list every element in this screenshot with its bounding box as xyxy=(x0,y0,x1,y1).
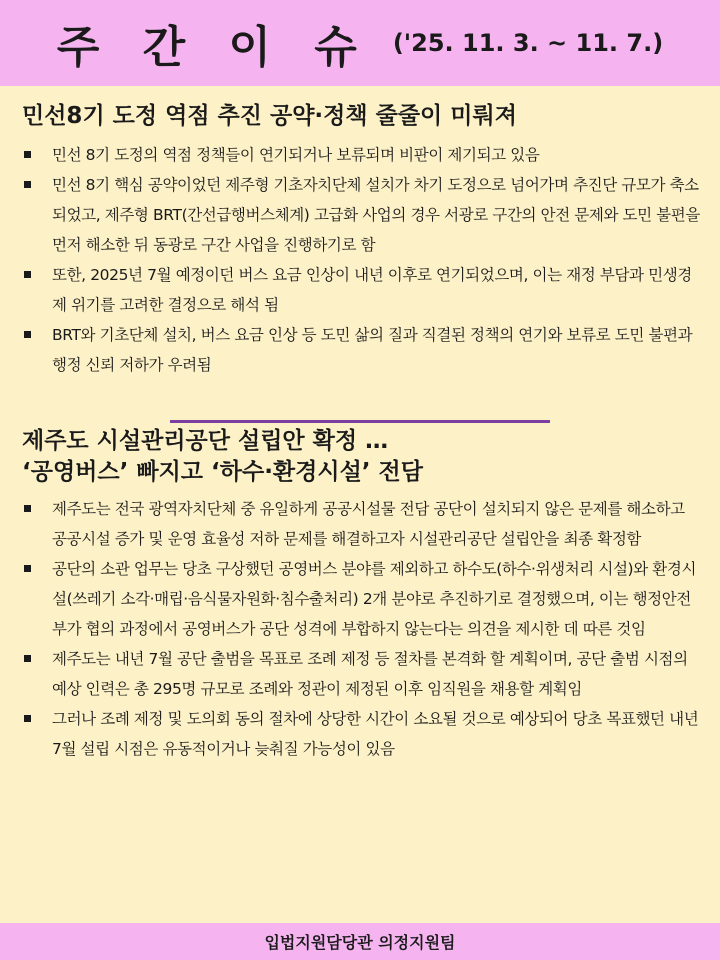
list-item xyxy=(0,140,720,170)
bullet-text: 민선 8기 핵심 공약이었던 제주형 기초자치단체 설치가 차기 도정으로 넘어가며 추진단 규모가 축소되었고, 제주형 BRT(간선급행버스체계) 고급화 사업의 경우 서광로 구간의 안전 문제와 도민 불편을 먼저 해소한 뒤 동광로 구간 사업을 진행하기로 함 xyxy=(52,176,700,254)
page-title: 주 간 이 슈 xyxy=(56,22,371,73)
footer-banner xyxy=(0,923,720,960)
bullet-icon xyxy=(24,271,31,278)
list-item xyxy=(0,320,720,380)
section2-title xyxy=(0,426,720,488)
bullet-icon xyxy=(24,151,31,158)
list-item xyxy=(0,260,720,320)
bullet-text: 또한, 2025년 7월 예정이던 버스 요금 인상이 내년 이후로 연기되었으며, 이는 재정 부담과 민생경제 위기를 고려한 결정으로 해석 됨 xyxy=(52,266,692,314)
bullet-text: 제주도는 내년 7월 공단 출범을 목표로 조례 제정 등 절차를 본격화 할 계획이며, 공단 출범 시점의 예상 인력은 총 295명 규모로 조례와 정관이 제정된 이후 임직원을 채용할 계획임 xyxy=(52,650,688,698)
bullet-icon xyxy=(24,505,31,512)
bullet-icon xyxy=(24,565,31,572)
section2-title-line2: ‘공영버스’ 빠지고 ‘하수·환경시설’ 전담 xyxy=(22,459,423,485)
list-item xyxy=(0,704,720,764)
footer-department: 입법지원담당관 의정지원팀 xyxy=(264,933,456,952)
list-item xyxy=(0,554,720,644)
bullet-text: 공단의 소관 업무는 당초 구상했던 공영버스 분야를 제외하고 하수도(하수·위생처리 시설)와 환경시설(쓰레기 소각·매립·음식물자원화·침수출처리) 2개 분야로 추진하기로 결정했으며, 이는 행정안전부가 협의 과정에서 공영버스가 공단 성격에 부합하지 않는다는 의견을 제시한 데 따른 것임 xyxy=(52,560,697,638)
list-item xyxy=(0,644,720,704)
list-item xyxy=(0,170,720,260)
bullet-text: 제주도는 전국 광역자치단체 중 유일하게 공공시설물 전담 공단이 설치되지 않은 문제를 해소하고 공공시설 증가 및 운영 효율성 저하 문제를 해결하고자 시설관리공단 설립안을 최종 확정함 xyxy=(52,500,685,548)
bullet-icon xyxy=(24,331,31,338)
bullet-icon xyxy=(24,181,31,188)
bullet-icon xyxy=(24,655,31,662)
main-content xyxy=(0,86,720,764)
bullet-icon xyxy=(24,715,31,722)
section1-title: 민선8기 도정 역점 추진 공약·정책 줄줄이 미뤄져 xyxy=(22,103,517,129)
section-divider xyxy=(170,420,550,423)
date-range: ('25. 11. 3. ~ 11. 7.) xyxy=(392,29,664,57)
section2-bullet-list xyxy=(0,494,720,764)
section1-bullet-list xyxy=(0,140,720,380)
section2-title-line1: 제주도 시설관리공단 설립안 확정 … xyxy=(22,428,389,454)
bullet-text: 그러나 조례 제정 및 도의회 동의 절차에 상당한 시간이 소요될 것으로 예상되어 당초 목표했던 내년 7월 설립 시점은 유동적이거나 늦춰질 가능성이 있음 xyxy=(52,710,699,758)
list-item xyxy=(0,494,720,554)
header-banner xyxy=(0,0,720,86)
bullet-text: BRT와 기초단체 설치, 버스 요금 인상 등 도민 삶의 질과 직결된 정책의 연기와 보류로 도민 불편과 행정 신뢰 저하가 우려됨 xyxy=(52,326,693,374)
bullet-text: 민선 8기 도정의 역점 정책들이 연기되거나 보류되며 비판이 제기되고 있음 xyxy=(52,146,540,164)
